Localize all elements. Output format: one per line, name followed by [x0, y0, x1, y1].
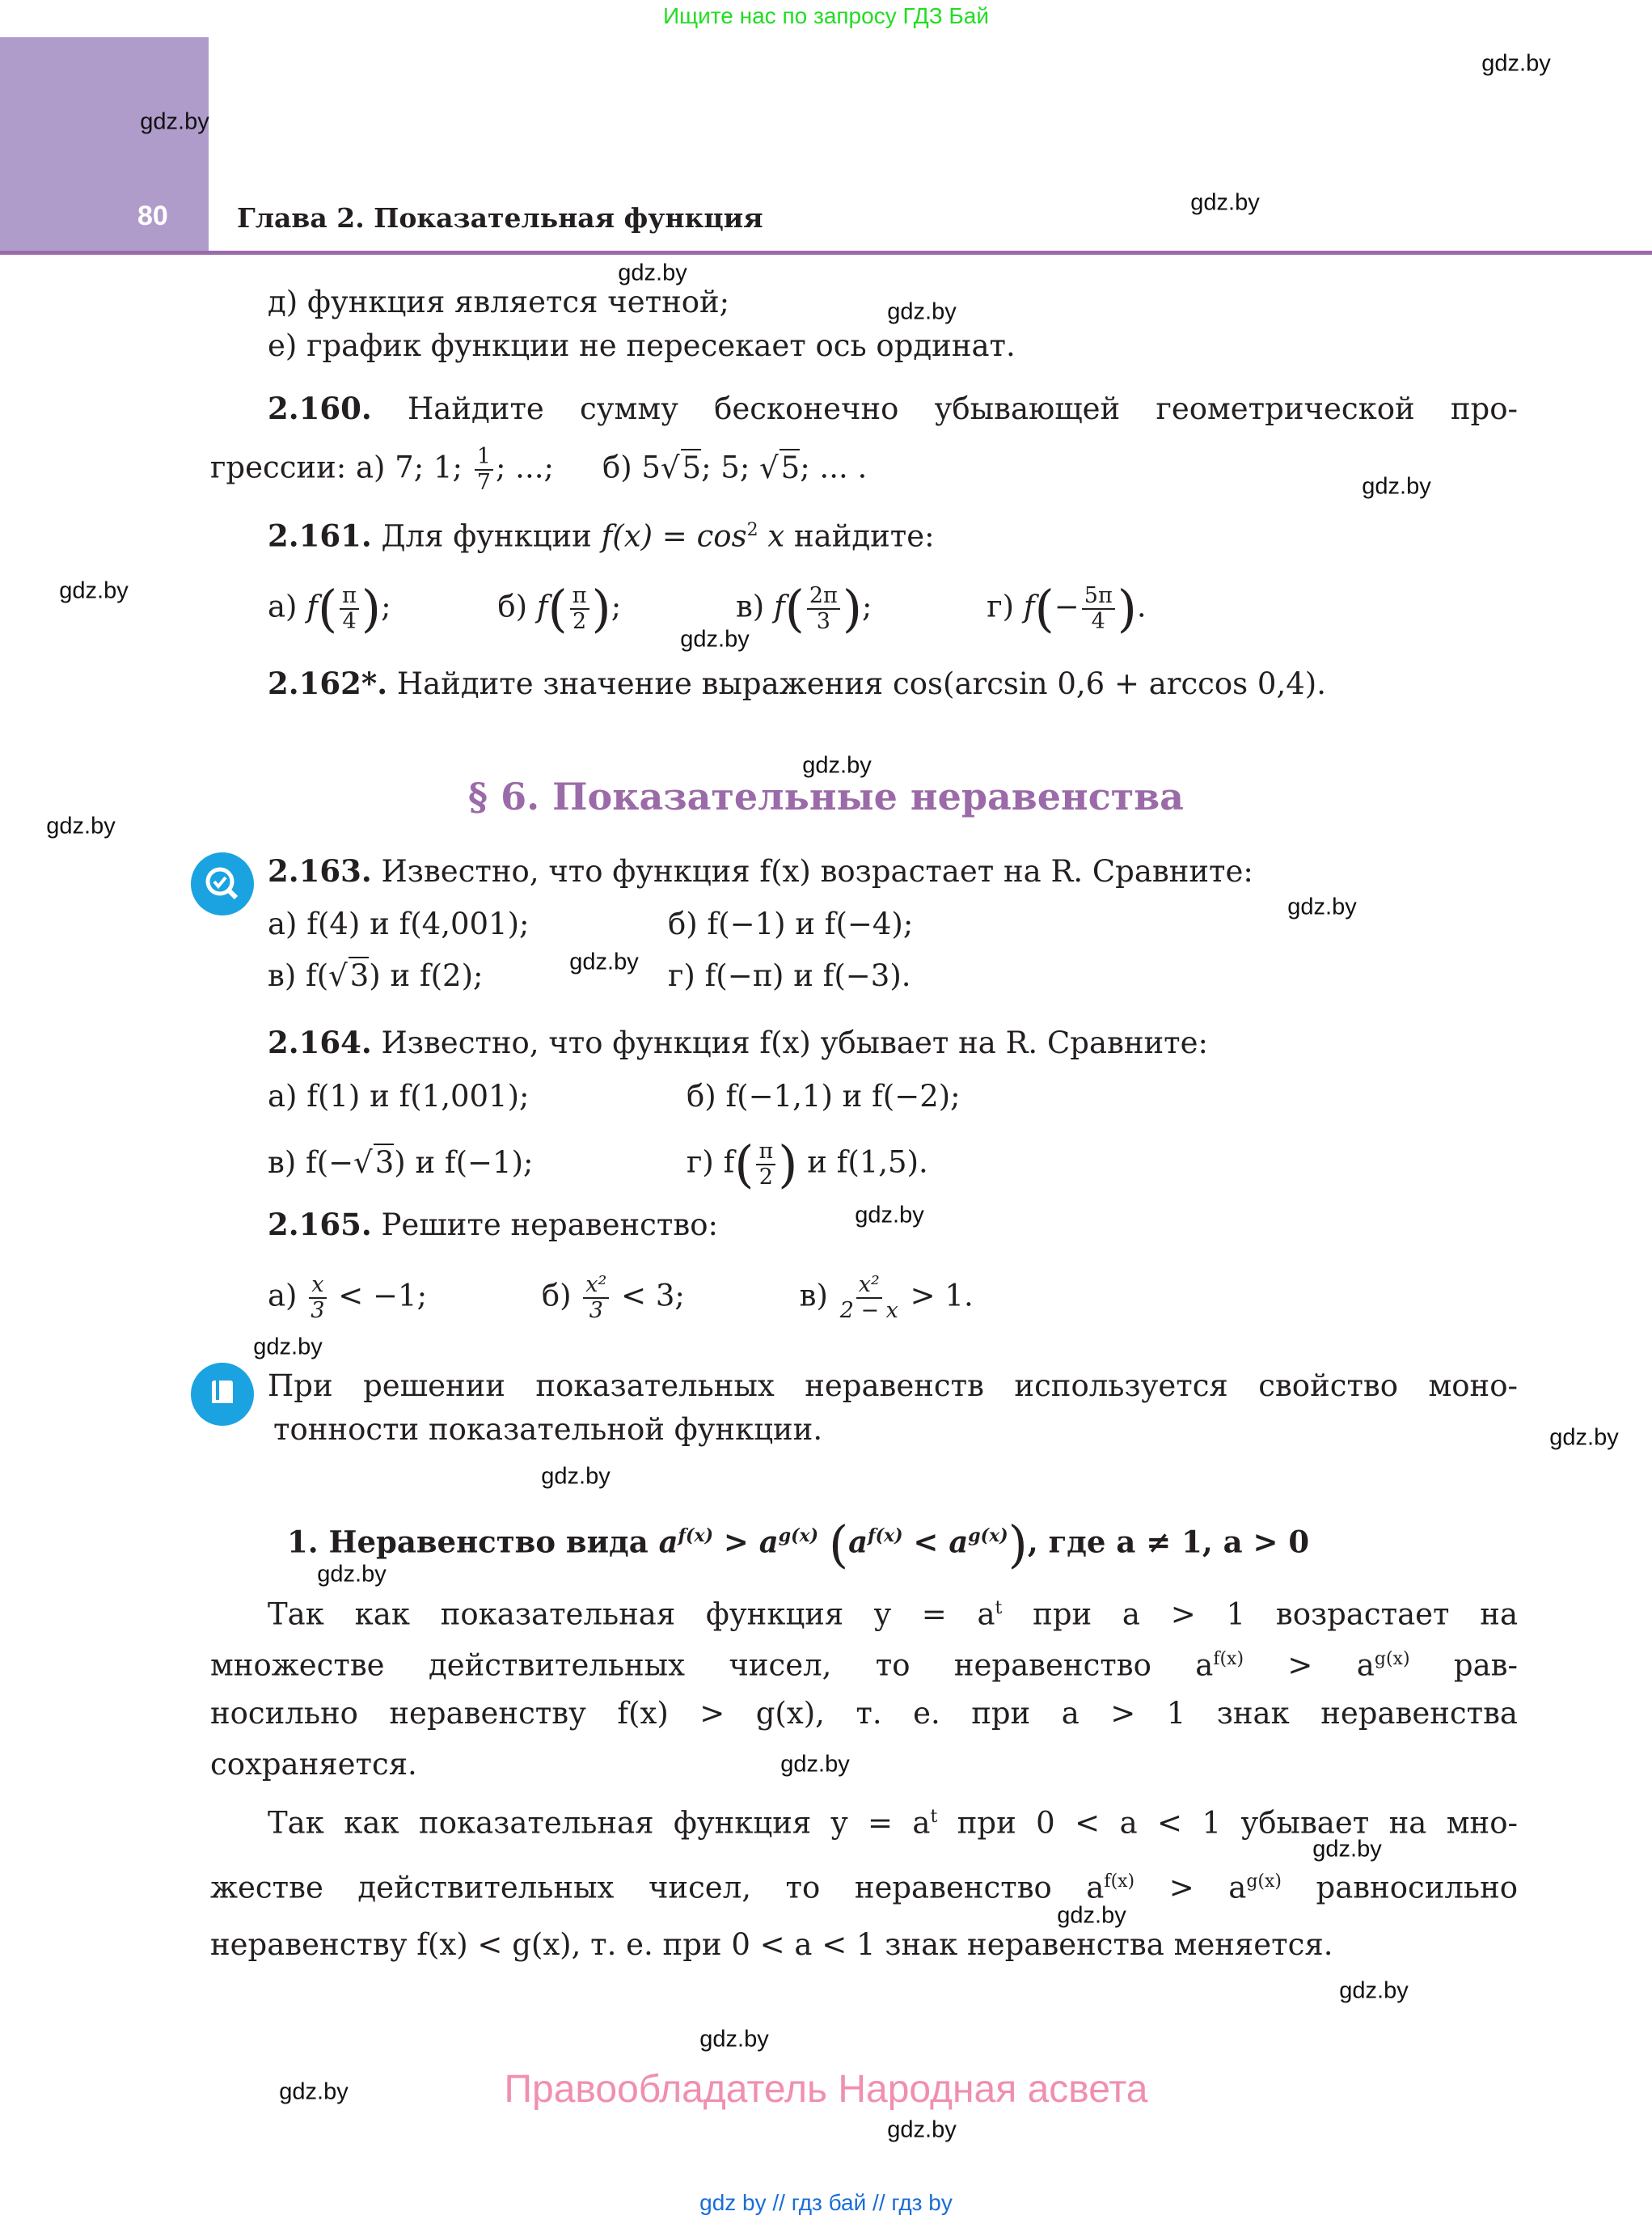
- para1-line4: сохраняется.: [210, 1747, 417, 1782]
- watermark: gdz.by: [46, 813, 116, 839]
- watermark: gdz.by: [1312, 1836, 1382, 1862]
- watermark: gdz.by: [1339, 1977, 1409, 2004]
- exercise-2-163-vg: в) f(√3) и f(2); г) f(−π) и f(−3).: [268, 958, 911, 993]
- watermark: gdz.by: [1549, 1424, 1619, 1451]
- info-line1: При решении показательных неравенств используется свойство моно-: [268, 1368, 1518, 1403]
- watermark: gdz.by: [699, 2026, 769, 2053]
- exercise-2-160-line2: грессии: а) 7; 1; $\frac{1}{7}$ ; ...; б) 5√5; 5; √5; ... .: [210, 444, 868, 495]
- exercise-2-161: 2.161. Для функции $f(x) = \cos^2 x$ найдите:: [268, 518, 935, 554]
- watermark: gdz.by: [317, 1561, 387, 1588]
- sidebar-block: [0, 37, 209, 252]
- watermark: gdz.by: [279, 2078, 349, 2105]
- watermark: gdz.by: [1287, 894, 1357, 920]
- para2-line1: Так как показательная функция $y = a^t$ при 0 < a < 1 убывает на мно-: [268, 1805, 1518, 1841]
- subsection-title: 1. Неравенство вида $a^{f(x)} > a^{g(x)}$ $(a^{f(x)} < a^{g(x)})$, где a ≠ 1, a > 0: [287, 1514, 1310, 1574]
- watermark: gdz.by: [1362, 473, 1431, 500]
- para1-line2: множестве действительных чисел, то неравенство $a^{f(x)} > a^{g(x)}$ рав-: [210, 1647, 1518, 1683]
- search-hint: Ищите нас по запросу ГДЗ Бай: [662, 3, 990, 28]
- exercise-2-160-line1: 2.160. Найдите сумму бесконечно убывающей геометрической про-: [268, 391, 1519, 426]
- exercise-2-163-ab: а) f(4) и f(4,001); б) f(−1) и f(−4);: [268, 907, 914, 941]
- para1-line3: носильно неравенству f(x) > g(x), т. е. при a > 1 знак неравенства: [210, 1696, 1518, 1731]
- exercise-2-164: 2.164. Известно, что функция f(x) убывает на R. Сравните:: [268, 1025, 1208, 1060]
- section-title: § 6. Показательные неравенства: [468, 775, 1184, 818]
- prev-item-d: д) функция является четной;: [268, 285, 730, 319]
- exercise-2-165-items: а) $\frac{x}{3}$ < −1; б) $\frac{\text{x²}}{3}$ < 3; в) $\frac{\text{x²}}{2 - x}$ > 1.: [268, 1272, 974, 1323]
- chapter-title: Глава 2. Показательная функция: [237, 202, 763, 234]
- watermark: gdz.by: [1057, 1902, 1126, 1929]
- exercise-2-164-ab: а) f(1) и f(1,001); б) f(−1,1) и f(−2);: [268, 1079, 961, 1114]
- watermark: gdz.by: [1190, 189, 1260, 216]
- exercise-2-161-items: а) f( $\frac{\pi}{4}$ ); б) f( $\frac{\pi}{2}$ ); в) f( $\frac{2\pi}{3}$ ); г) f(− $\frac{5\pi}{4}$ ).: [268, 579, 1147, 638]
- prev-item-e: е) график функции не пересекает ось ординат.: [268, 328, 1016, 363]
- header-rule: [0, 251, 1652, 255]
- watermark: gdz.by: [59, 577, 129, 604]
- watermark: gdz.by: [887, 298, 957, 325]
- watermark: gdz.by: [618, 260, 687, 286]
- book-icon: [191, 1363, 254, 1426]
- footer-links[interactable]: gdz by // гдз бай // гдз by: [699, 2190, 953, 2215]
- para2-line2: жестве действительных чисел, то неравенство $a^{f(x)} > a^{g(x)}$ равносильно: [210, 1870, 1519, 1905]
- watermark: gdz.by: [680, 626, 750, 653]
- watermark: gdz.by: [569, 949, 639, 975]
- para2-line3: неравенству f(x) < g(x), т. е. при 0 < a < 1 знак неравенства меняется.: [210, 1927, 1333, 1962]
- copyright: Правообладатель Народная асвета: [504, 2068, 1148, 2111]
- watermark: gdz.by: [253, 1334, 323, 1360]
- watermark: gdz.by: [541, 1463, 611, 1490]
- watermark: gdz.by: [780, 1751, 850, 1778]
- exercise-2-165: 2.165. Решите неравенство:: [268, 1207, 718, 1242]
- watermark: gdz.by: [1481, 50, 1551, 77]
- para1-line1: Так как показательная функция $y = a^t$ при a > 1 возрастает на: [268, 1596, 1519, 1632]
- self-check-icon: [191, 852, 254, 915]
- exercise-2-163: 2.163. Известно, что функция f(x) возрастает на R. Сравните:: [268, 853, 1253, 889]
- exercise-2-164-vg: в) f(−√3) и f(−1); г) f( $\frac{\pi}{2}$ ) и f(1,5).: [268, 1135, 928, 1194]
- watermark: gdz.by: [887, 2116, 957, 2143]
- watermark: gdz.by: [140, 108, 209, 135]
- exercise-2-162: 2.162*. Найдите значение выражения cos(arcsin 0,6 + arccos 0,4).: [268, 666, 1326, 701]
- watermark: gdz.by: [855, 1202, 924, 1228]
- info-line2: тонности показательной функции.: [273, 1412, 823, 1447]
- page-number: 80: [137, 201, 168, 231]
- watermark: gdz.by: [802, 752, 872, 779]
